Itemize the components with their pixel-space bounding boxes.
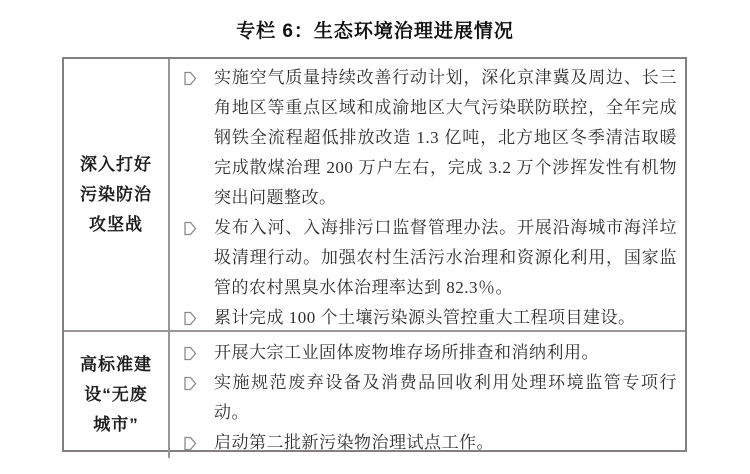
list-item-text: 累计完成 100 个土壤污染源头管控重大工程项目建设。 xyxy=(214,308,636,327)
row-header-line: 高标准建 xyxy=(80,355,152,374)
pentagon-bullet-icon xyxy=(184,71,197,86)
pentagon-bullet-icon xyxy=(184,221,197,236)
pentagon-bullet-icon xyxy=(184,311,197,326)
row-body-pollution-battle xyxy=(170,59,685,330)
list-item-text: 开展大宗工业固体废物堆存场所排查和消纳利用。 xyxy=(214,343,599,362)
progress-table xyxy=(62,57,687,452)
list-item xyxy=(180,368,677,428)
table-row-no-waste-city xyxy=(64,330,685,458)
pentagon-bullet-icon xyxy=(184,376,197,391)
row-header-line: 污染防治 xyxy=(80,184,152,204)
list-item-text: 启动第二批新污染物治理试点工作。 xyxy=(214,433,494,452)
list-item xyxy=(180,63,677,213)
row-header-line: 深入打好 xyxy=(80,154,152,174)
list-item xyxy=(180,303,677,330)
list-item xyxy=(180,428,677,458)
row-header-line: 城市” xyxy=(93,415,139,434)
row-header-line: 攻坚战 xyxy=(89,214,143,234)
list-item xyxy=(180,338,677,368)
pentagon-bullet-icon xyxy=(184,436,197,451)
list-item-text: 实施空气质量持续改善行动计划，深化京津冀及周边、长三角地区等重点区域和成渝地区大气污染联防联控，全年完成钢铁全流程超低排放改造 1.3 亿吨，北方地区冬季清洁取暖完成散煤治理 200 万户左右，完成 3.2 万个涉挥发性有机物突出问题整改。 xyxy=(214,68,677,207)
list-item-text: 实施规范废弃设备及消费品回收利用处理环境监管专项行动。 xyxy=(214,373,677,422)
list-item-text: 发布入河、入海排污口监督管理办法。开展沿海城市海洋垃圾清理行动。加强农村生活污水治理和资源化利用，国家监管的农村黑臭水体治理率达到 82.3％。 xyxy=(214,218,677,297)
table-row-pollution-battle xyxy=(64,59,685,330)
row-header-no-waste-city xyxy=(64,332,170,458)
row-header-pollution-battle xyxy=(64,59,170,330)
row-header-line: 设“无废 xyxy=(84,385,148,404)
list-item xyxy=(180,213,677,303)
row-body-no-waste-city xyxy=(170,332,685,458)
pentagon-bullet-icon xyxy=(184,346,197,361)
box-title: 专栏 6：生态环境治理进展情况 xyxy=(236,21,514,42)
